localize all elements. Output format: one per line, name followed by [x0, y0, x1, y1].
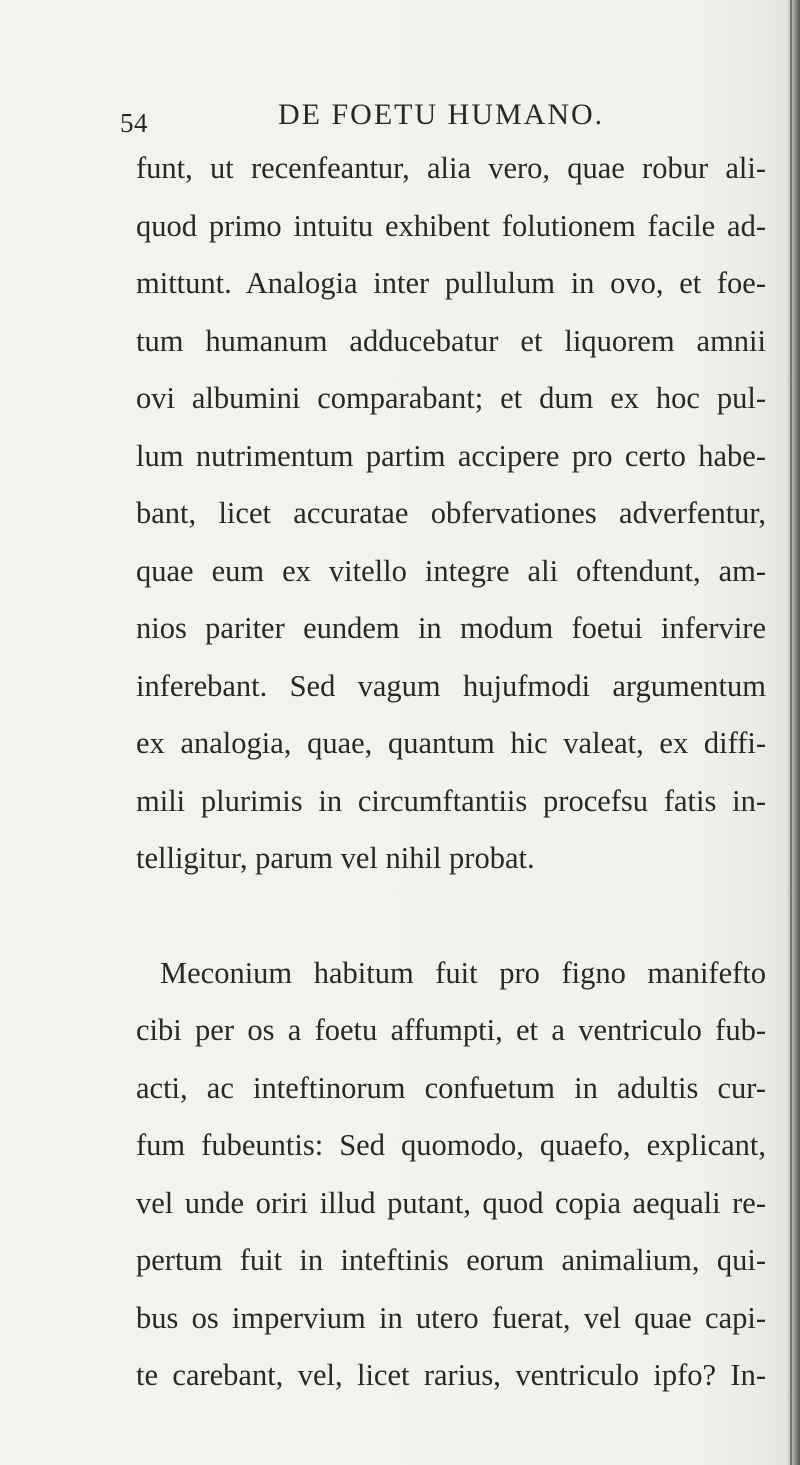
text-line: telligitur, parum vel nihil probat. [136, 841, 535, 875]
text-line: bant, licet accuratae obfervationes adverfentur, [136, 496, 766, 530]
page-edge-shadow [786, 0, 800, 1465]
text-line: inferebant. Sed vagum hujufmodi argumentum [136, 668, 766, 703]
text-line: nios pariter eundem in modum foetui infervire [136, 611, 766, 645]
text-line: ovi albumini comparabant; et dum ex hoc pul- [136, 381, 766, 415]
text-line: te carebant, vel, licet rarius, ventriculo ipfo? In- [136, 1358, 766, 1392]
text-line: ex analogia, quae, quantum hic valeat, ex diffi- [136, 726, 766, 760]
text-line: fum fubeuntis: Sed quomodo, quaefo, explicant, [136, 1128, 766, 1162]
text-line: vel unde oriri illud putant, quod copia aequali re- [136, 1185, 766, 1220]
text-line: mittunt. Analogia inter pullulum in ovo, et foe- [136, 266, 766, 300]
text-line: mili plurimis in circumftantiis procefsu fatis in- [136, 783, 766, 818]
running-head: DE FOETU HUMANO. [278, 98, 605, 131]
text-line: tum humanum adducebatur et liquorem amnii [136, 323, 766, 358]
page-number: 54 [120, 108, 148, 138]
paragraph-2 [136, 945, 766, 1405]
text-line: cibi per os a foetu affumpti, et a ventriculo fub- [136, 1013, 766, 1047]
text-line: bus os impervium in utero fuerat, vel quae capi- [136, 1300, 766, 1335]
text-line: pertum fuit in inteftinis eorum animalium, qui- [136, 1243, 766, 1277]
binding-edge [790, 0, 792, 1465]
text-line: funt, ut recenfeantur, alia vero, quae robur ali- [136, 151, 766, 185]
text-line: lum nutrimentum partim accipere pro certo habe- [136, 438, 766, 473]
text-line: Meconium habitum fuit pro figno manifefto [160, 955, 766, 990]
text-line: acti, ac inteftinorum confuetum in adultis cur- [136, 1070, 766, 1105]
body-text [136, 140, 766, 1405]
text-line: quae eum ex vitello integre ali oftendunt, am- [136, 553, 766, 588]
text-line: quod primo intuitu exhibent folutionem facile ad- [136, 208, 766, 243]
paragraph-1 [136, 140, 766, 888]
paragraph-gap [136, 888, 766, 945]
